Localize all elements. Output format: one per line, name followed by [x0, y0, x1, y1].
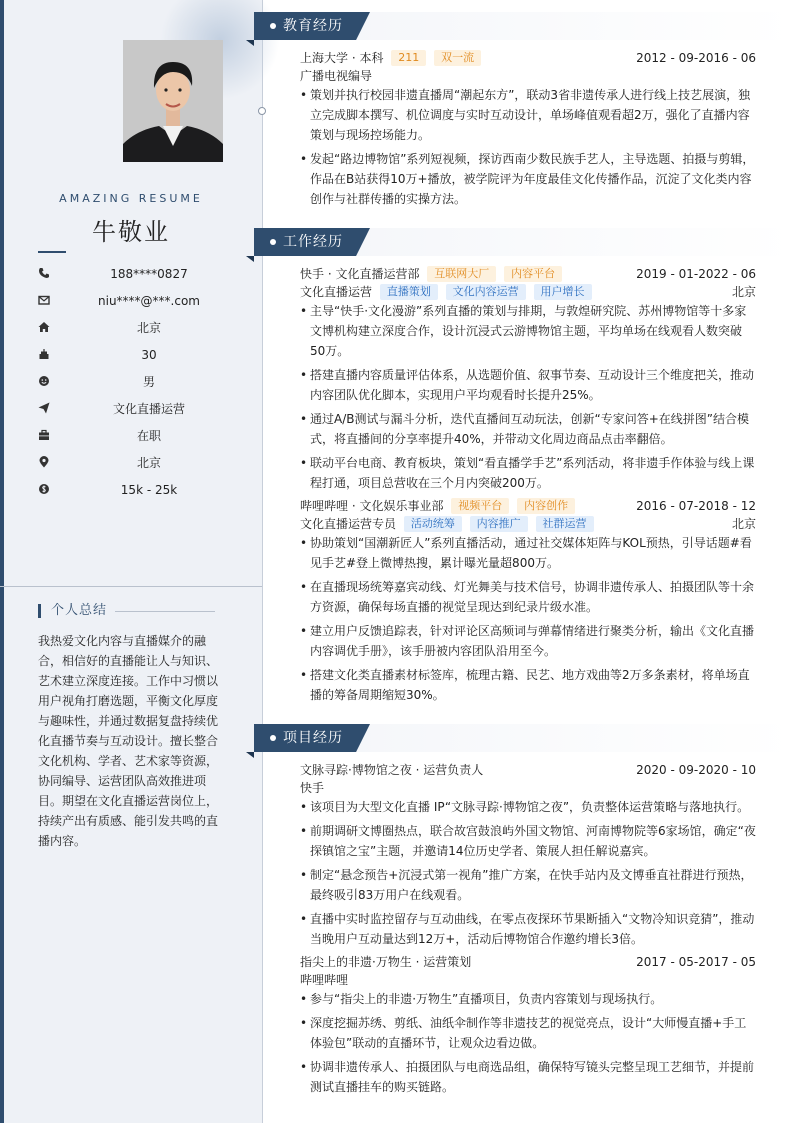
- list-item: • 发起“路边博物馆”系列短视频，探访西南少数民族手艺人，主导选题、拍摄与剪辑，作品在B站获得10万+播放，被学院评为年度最佳文化传播作品，沉淀了文化类内容创作与社群传播的实操方法。: [300, 152, 755, 206]
- school-tag: 双一流: [434, 50, 481, 66]
- list-item: • 搭建直播内容质量评估体系，从选题价值、叙事节奏、互动设计三个维度把关，推动内容团队优化脚本，实现用户平均观看时长提升25%。: [300, 368, 755, 402]
- list-item: • 参与“指尖上的非遗·万物生”直播项目，负责内容策划与现场执行。: [300, 992, 663, 1006]
- face-icon: [38, 375, 50, 387]
- mail-icon: [38, 294, 50, 306]
- candidate-name: 牛敬业: [92, 218, 170, 246]
- salary-icon: [38, 483, 50, 495]
- name-underline: [38, 251, 66, 253]
- sidebar-divider: [0, 586, 262, 587]
- briefcase-icon: [38, 429, 50, 441]
- resume-tagline: AMAZING RESUME: [59, 192, 203, 205]
- role-tag: 用户增长: [534, 284, 592, 300]
- role-tag: 活动统筹: [404, 516, 462, 532]
- projects-section-header: [254, 724, 370, 752]
- info-phone: 188****0827: [38, 265, 242, 283]
- info-home: 北京: [38, 319, 242, 337]
- company-tag: 内容平台: [504, 266, 562, 282]
- job-city: 北京: [731, 285, 756, 299]
- job-role: 文化直播运营: [300, 285, 373, 299]
- project-date: 2017 - 05-2017 - 05: [636, 955, 756, 969]
- company-name: 哔哩哔哩 · 文化娱乐事业部: [300, 499, 444, 513]
- location-pin-icon: [38, 456, 50, 468]
- project-title-row: [300, 761, 756, 779]
- info-salary: 15k - 25k: [38, 481, 242, 499]
- project-name: 指尖上的非遗·万物生 · 运营策划: [300, 955, 472, 969]
- work-title: 工作经历: [283, 234, 343, 250]
- job-company-row: [300, 497, 756, 515]
- company-name: 快手 · 文化直播运营部: [300, 267, 420, 281]
- education-title: 教育经历: [283, 18, 343, 34]
- project-title-row: [300, 953, 756, 971]
- role-tag: 直播策划: [380, 284, 438, 300]
- home-icon: [38, 321, 50, 333]
- sidebar: [0, 0, 263, 1123]
- work-section-header: [254, 228, 370, 256]
- project-org: 哔哩哔哩: [300, 973, 349, 987]
- list-item: • 制定“悬念预告+沉浸式第一视角”推广方案，在快手站内及文博垂直社群进行预热，最终吸引83万用户在线观看。: [300, 868, 753, 902]
- role-tag: 内容推广: [470, 516, 528, 532]
- project-org: 快手: [300, 781, 325, 795]
- education-major: 广播电视编导: [300, 69, 373, 83]
- role-tag: 文化内容运营: [446, 284, 526, 300]
- role-tag: 社群运营: [536, 516, 594, 532]
- avatar: [123, 40, 223, 162]
- summary-text: 我热爱文化内容与直播媒介的融合，相信好的直播能让人与知识、艺术建立深度连接。工作中习惯以用户视角打磨选题，平衡文化厚度与趣味性，并通过数据复盘持续优化直播节奏与互动设计。擅长整合文化机构、学者、艺术家等资源，协同编导、运营团队高效推进项目。期望在文化直播运营岗位上，持续产出有质感、能引发共鸣的直播内容。: [38, 634, 219, 848]
- info-age: 30: [38, 346, 242, 364]
- projects-title: 项目经历: [283, 730, 343, 746]
- list-item: • 在直播现场统筹嘉宾动线、灯光舞美与技术信号，协调非遗传承人、拍摄团队等十余方资源，确保每场直播的视觉呈现达到纪录片级水准。: [300, 580, 755, 614]
- education-school-row: [300, 49, 756, 67]
- list-item: • 策划并执行校园非遗直播周“潮起东方”，联动3省非遗传承人进行线上技艺展演，独立完成脚本撰写、机位调度与实时互动设计，单场峰值观看超2万，强化了直播内容策划与现场控场能力。: [300, 88, 751, 142]
- sidebar-accent-stripe: [0, 0, 4, 1123]
- project-name: 文脉寻踪·博物馆之夜 · 运营负责人: [300, 763, 484, 777]
- list-item: • 主导“快手·文化漫游”系列直播的策划与排期，与敦煌研究院、苏州博物馆等十多家文博机构建立深度合作，设计沉浸式云游博物馆主题，平均单场在线观看人数突破50万。: [300, 304, 747, 358]
- job-city: 北京: [731, 517, 756, 531]
- list-item: • 通过A/B测试与漏斗分析，迭代直播间互动玩法，创新“专家问答+在线拼图”结合模式，将直播间的分享率提升40%，并带动文化周边商品点击率翻倍。: [300, 412, 749, 446]
- company-tag: 视频平台: [451, 498, 509, 514]
- summary-title-rule: [115, 611, 215, 612]
- company-tag: 内容创作: [517, 498, 575, 514]
- job-date: 2016 - 07-2018 - 12: [636, 499, 756, 513]
- list-item: • 搭建文化类直播素材标签库，梳理古籍、民艺、地方戏曲等2万多条素材，将单场直播的筹备周期缩短30%。: [300, 668, 750, 702]
- company-tag: 互联网大厂: [427, 266, 496, 282]
- job-role-row: [300, 283, 756, 301]
- list-item: • 深度挖掘苏绣、剪纸、油纸伞制作等非遗技艺的视觉亮点，设计“大师慢直播+手工体验包”联动的直播环节，让观众边看边做。: [300, 1016, 747, 1050]
- info-email: niu****@***.com: [38, 292, 242, 310]
- info-gender: 男: [38, 373, 242, 391]
- job-role: 文化直播运营专员: [300, 517, 397, 531]
- phone-icon: [38, 267, 50, 279]
- project-date: 2020 - 09-2020 - 10: [636, 763, 756, 777]
- summary-title: 个人总结: [38, 604, 107, 618]
- timeline-marker: [258, 107, 266, 115]
- info-location: 北京: [38, 454, 242, 472]
- info-position: 文化直播运营: [38, 400, 242, 418]
- school-name: 上海大学 · 本科: [300, 51, 384, 65]
- list-item: • 协助策划“国潮新匠人”系列直播活动，通过社交媒体矩阵与KOL预热，引导话题#看见手艺#登上微博热搜，累计曝光量超800万。: [300, 536, 752, 570]
- job-role-row: [300, 515, 756, 533]
- education-date: 2012 - 09-2016 - 06: [636, 51, 756, 65]
- info-status: 在职: [38, 427, 242, 445]
- job-company-row: [300, 265, 756, 283]
- school-tag: 211: [391, 50, 426, 66]
- list-item: • 建立用户反馈追踪表，针对评论区高频词与弹幕情绪进行聚类分析，输出《文化直播内容调优手册》，该手册被内容团队沿用至今。: [300, 624, 755, 658]
- list-item: • 该项目为大型文化直播 IP“文脉寻踪·博物馆之夜”，负责整体运营策略与落地执行。: [300, 800, 750, 814]
- list-item: • 协调非遗传承人、拍摄团队与电商选品组，确保特写镜头完整呈现工艺细节，并提前测试直播挂车的购买链路。: [300, 1060, 755, 1094]
- list-item: • 联动平台电商、教育板块，策划“看直播学手艺”系列活动，将非遗手作体验与线上课程打通，项目总营收在三个月内突破200万。: [300, 456, 755, 490]
- list-item: • 直播中实时监控留存与互动曲线，在零点夜探环节果断插入“文物冷知识竞猜”，推动当晚用户互动量达到12万+，活动后博物馆合作邀约增长3倍。: [300, 912, 755, 946]
- cake-icon: [38, 348, 50, 360]
- education-section-header: [254, 12, 370, 40]
- list-item: • 前期调研文博圈热点，联合故宫鼓浪屿外国文物馆、河南博物院等6家场馆，确定“夜探镇馆之宝”主题，并邀请14位历史学者、策展人担任解说嘉宾。: [300, 824, 756, 858]
- job-date: 2019 - 01-2022 - 06: [636, 267, 756, 281]
- send-icon: [38, 402, 50, 414]
